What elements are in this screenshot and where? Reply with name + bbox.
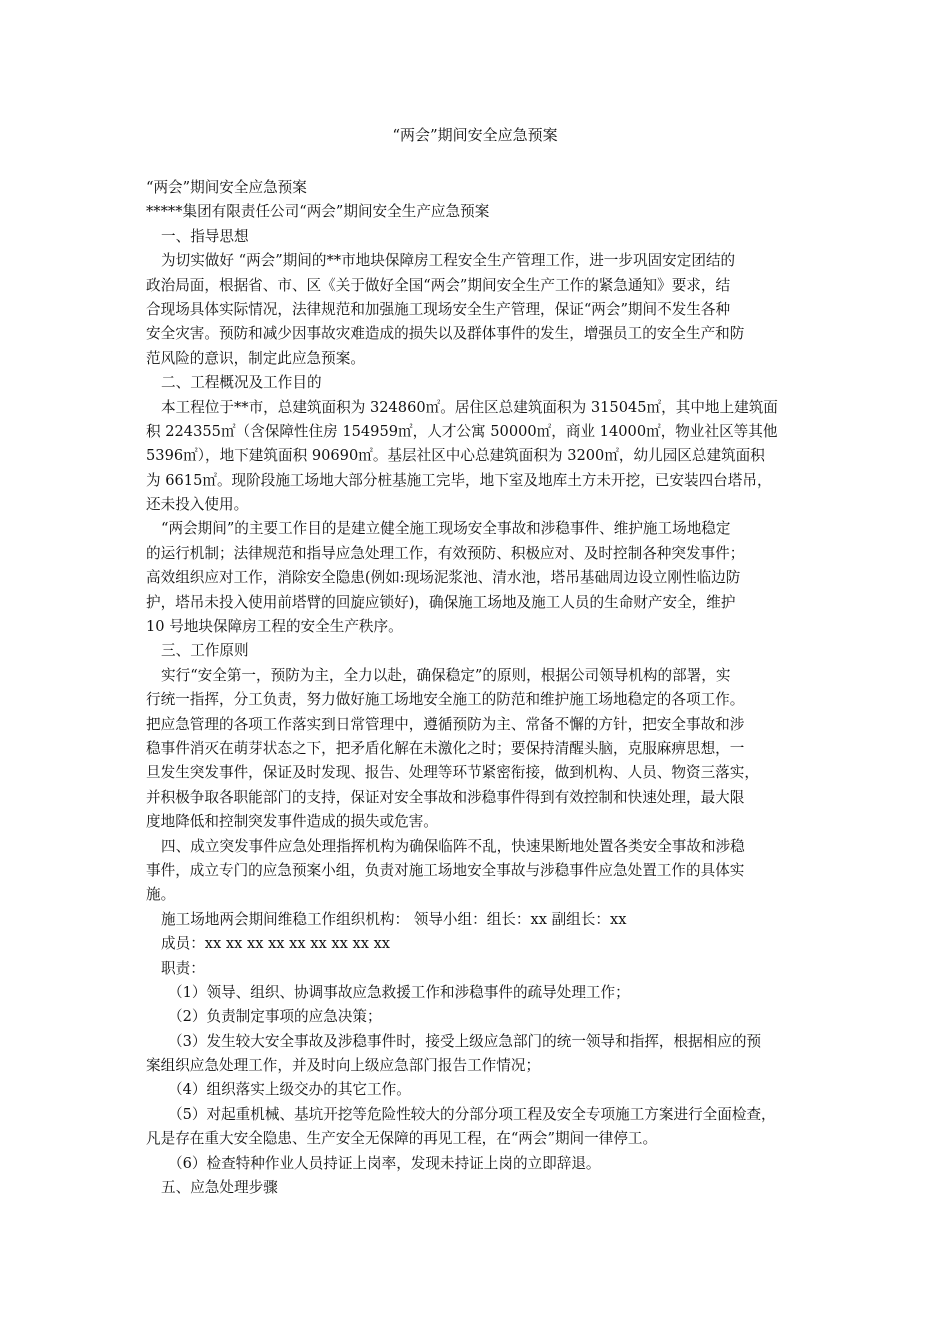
text-line: 还未投入使用。 [146,496,249,514]
text-line: （4）组织落实上级交办的其它工作。 [168,1081,411,1099]
text-line: （3）发生较大安全事故及涉稳事件时，接受上级应急部门的统一领导和指挥，根据相应的预 [168,1032,762,1050]
text-line: 施工场地两会期间维稳工作组织机构： 领导小组：组长：xx 副组长：xx [161,910,627,928]
text-line: 为 6615㎡。现阶段施工场地大部分桩基施工完毕，地下室及地库土方未开挖，已安装四台塔吊， [146,471,772,489]
text-line: 二、工程概况及工作目的 [161,374,322,392]
text-line: “两会期间”的主要工作目的是建立健全施工现场安全事故和涉稳事件、维护施工场地稳定 [161,520,731,538]
text-line: 三、工作原则 [161,642,249,660]
text-line: 行统一指挥，分工负责，努力做好施工场地安全施工的防范和维护施工场地稳定的各项工作。 [146,691,745,709]
text-line: 并积极争取各职能部门的支持，保证对安全事故和涉稳事件得到有效控制和快速处理，最大限 [146,788,745,806]
text-line: 高效组织应对工作，消除安全隐患(例如:现场泥浆池、清水池，塔吊基础周边设立刚性临边防 [146,569,741,587]
text-line: 度地降低和控制突发事件造成的损失或危害。 [146,813,438,831]
text-line: 一、指导思想 [161,227,249,245]
text-line: （2）负责制定事项的应急决策； [168,1008,382,1026]
text-line: 把应急管理的各项工作落实到日常管理中，遵循预防为主、常备不懈的方针，把安全事故和涉 [146,715,745,733]
text-line: 安全灾害。预防和减少因事故灾难造成的损失以及群体事件的发生，增强员工的安全生产和防 [146,325,745,343]
text-line: 施。 [146,886,176,904]
text-line: 的运行机制；法律规范和指导应急处理工作，有效预防、积极应对、及时控制各种突发事件； [146,544,745,562]
text-line: 本工程位于**市，总建筑面积为 324860㎡。居住区总建筑面积为 315045㎡，其中地上建筑面 [161,398,778,416]
text-line: 职责： [161,959,205,977]
text-line: 五、应急处理步骤 [161,1179,278,1197]
document-body [146,176,816,1200]
text-line: 5396㎡），地下建筑面积 90690㎡。基层社区中心总建筑面积为 3200㎡，幼儿园区总建筑面积 [146,447,765,465]
text-line: 稳事件消灭在萌芽状态之下，把矛盾化解在未激化之时；要保持清醒头脑，克服麻痹思想，一 [146,739,745,757]
text-line: 范风险的意识，制定此应急预案。 [146,349,365,367]
text-line: 积 224355㎡（含保障性住房 154959㎡，人才公寓 50000㎡，商业 14000㎡，物业社区等其他 [146,422,778,440]
text-line: “两会”期间安全应急预案 [146,179,307,196]
text-line: 凡是存在重大安全隐患、生产安全无保障的再见工程，在“两会”期间一律停工。 [146,1130,658,1148]
text-line: （6）检查特种作业人员持证上岗率，发现未持证上岗的立即辞退。 [168,1154,601,1172]
text-line: 实行“安全第一，预防为主，全力以赴，确保稳定”的原则，根据公司领导机构的部署，实 [161,666,731,684]
text-line: 护，塔吊未投入使用前塔臂的回旋应锁好)，确保施工场地及施工人员的生命财产安全，维护 [146,593,736,611]
page-title: “两会”期间安全应急预案 [392,126,558,144]
text-line: 案组织应急处理工作，并及时向上级应急部门报告工作情况； [146,1057,541,1075]
text-line: *****集团有限责任公司“两会”期间安全生产应急预案 [146,203,490,221]
text-line: 10 号地块保障房工程的安全生产秩序。 [146,618,403,636]
text-line: 政治局面，根据省、市、区《关于做好全国“两会”期间安全生产工作的紧急通知》要求，结 [146,276,731,294]
text-line: 四、成立突发事件应急处理指挥机构为确保临阵不乱，快速果断地处置各类安全事故和涉稳 [161,837,745,855]
text-line: （1）领导、组织、协调事故应急救援工作和涉稳事件的疏导处理工作； [168,983,630,1001]
text-line: 事件，成立专门的应急预案小组，负责对施工场地安全事故与涉稳事件应急处置工作的具体实 [146,861,745,879]
text-line: 合现场具体实际情况，法律规范和加强施工现场安全生产管理，保证“两会”期间不发生各种 [146,300,731,318]
text-line: （5）对起重机械、基坑开挖等危险性较大的分部分项工程及安全专项施工方案进行全面检查， [168,1105,776,1123]
text-line: 旦发生突发事件，保证及时发现、报告、处理等环节紧密衔接，做到机构、人员、物资三落实， [146,764,759,782]
text-line: 为切实做好 “两会”期间的**市地块保障房工程安全生产管理工作，进一步巩固安定团结的 [161,252,736,270]
text-line: 成员：xx xx xx xx xx xx xx xx xx [161,935,391,953]
